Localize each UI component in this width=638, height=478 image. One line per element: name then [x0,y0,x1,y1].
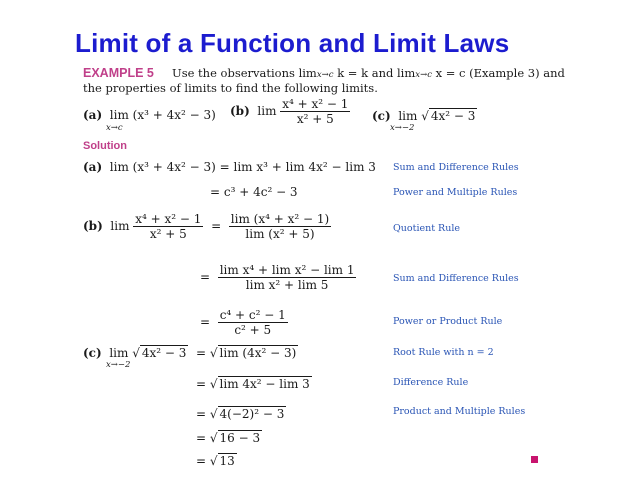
sol-c-line3: = √ 4(−2)² − 3 [196,407,285,421]
sub-a: x→c [106,123,123,133]
rule-quotient: Quotient Rule [393,223,460,234]
sol-b-line1: (b) lim $\frac{\text{x⁴ + x² − 1}}{\text{x² + 5}}$ = $\frac{\text{lim (x⁴ + x² − 1)}}{\text{lim (x² + 5)}}$ [83,212,330,241]
sol-b-line2: = $\frac{\text{lim x⁴ + lim x² − lim 1}}{\text{lim x² + lim 5}}$ [200,263,355,292]
part-a: (a) lim (x³ + 4x² − 3) [83,108,216,122]
end-of-example-marker [531,456,538,463]
sol-b-line3: = $\frac{\text{c⁴ + c² − 1}}{\text{c² + 5}}$ [200,308,286,337]
sol-c-line2: = √ lim 4x² − lim 3 [196,377,310,391]
sol-a-line1: (a) lim (x³ + 4x² − 3) = lim x³ + lim 4x² − lim 3 [83,160,376,174]
rule-product-multiple: Product and Multiple Rules [393,406,526,417]
solution-label: Solution [83,140,127,152]
rule-power-multiple: Power and Multiple Rules [393,187,518,198]
example-label: EXAMPLE 5 [83,66,154,80]
part-c: (c) lim √ 4x² − 3 [372,109,476,123]
rule-sum-difference-2: Sum and Difference Rules [393,273,519,284]
sol-c-line5: = √ 13 [196,454,235,468]
example-text-line1: Use the observations limx→c k = k and limx→c x = c (Example 3) and [172,66,565,80]
sol-c-line4: = √ 16 − 3 [196,431,261,445]
part-b: (b) lim $\frac{\text{x⁴ + x² − 1}}{\text{x² + 5}}$ [230,97,349,126]
sub-c-sol: x→−2 [106,360,131,370]
rule-sum-difference-1: Sum and Difference Rules [393,162,519,173]
rule-difference: Difference Rule [393,377,469,388]
slide-title: Limit of a Function and Limit Laws [75,28,510,58]
example-text-line2: the properties of limits to find the following limits. [83,81,378,95]
sol-c-line1: (c) lim √ 4x² − 3 = √ lim (4x² − 3) [83,346,297,360]
sol-a-line2: = c³ + 4c² − 3 [210,185,298,199]
rule-power-product: Power or Product Rule [393,316,503,327]
rule-root: Root Rule with n = 2 [393,347,494,358]
sub-c: x→−2 [390,123,415,133]
